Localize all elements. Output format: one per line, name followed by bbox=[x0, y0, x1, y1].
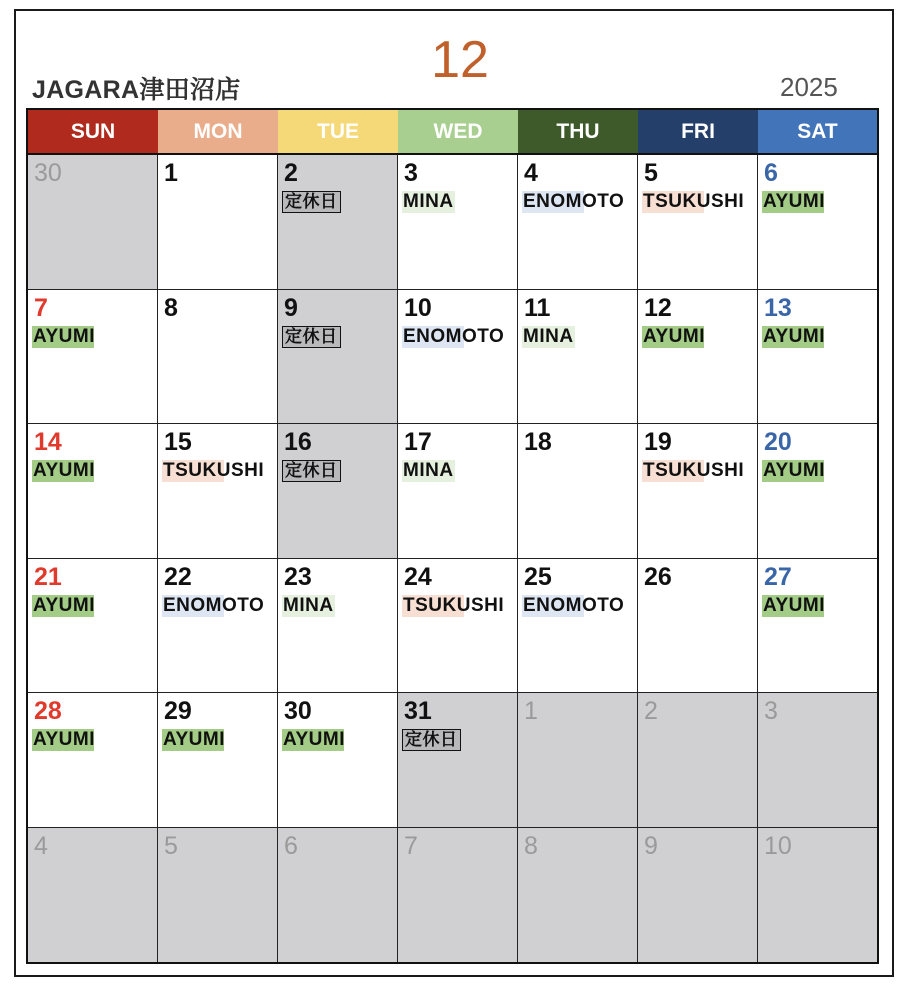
day-cell[interactable] bbox=[398, 424, 518, 559]
day-number: 2 bbox=[284, 159, 298, 187]
month-number: 12 bbox=[431, 31, 489, 89]
day-cell[interactable] bbox=[638, 155, 758, 290]
day-number: 4 bbox=[34, 831, 48, 860]
day-number: 10 bbox=[404, 293, 432, 322]
day-cell[interactable] bbox=[518, 693, 638, 828]
staff-label: AYUMI bbox=[163, 729, 225, 750]
day-number: 9 bbox=[644, 831, 658, 860]
staff-label: AYUMI bbox=[33, 460, 95, 481]
closed-day-label: 定休日 bbox=[402, 729, 461, 751]
staff-label: MINA bbox=[403, 460, 454, 481]
day-cell[interactable] bbox=[518, 828, 638, 963]
day-cell[interactable] bbox=[398, 559, 518, 694]
day-number: 29 bbox=[164, 697, 192, 725]
day-cell[interactable] bbox=[28, 155, 158, 290]
staff-label: TSUKUSHI bbox=[643, 191, 745, 212]
closed-day-label: 定休日 bbox=[282, 460, 341, 482]
day-cell[interactable] bbox=[398, 828, 518, 963]
day-number: 9 bbox=[284, 293, 298, 322]
day-number: 14 bbox=[34, 428, 62, 456]
day-number: 8 bbox=[164, 293, 178, 322]
day-cell[interactable] bbox=[638, 559, 758, 694]
day-cell[interactable] bbox=[158, 290, 278, 425]
staff-label: AYUMI bbox=[763, 191, 825, 212]
day-number: 26 bbox=[644, 562, 672, 591]
day-number: 2 bbox=[644, 697, 658, 725]
staff-label: AYUMI bbox=[33, 594, 95, 616]
day-number: 5 bbox=[644, 159, 658, 187]
staff-label: ENOMOTO bbox=[163, 594, 265, 616]
day-cell[interactable] bbox=[638, 424, 758, 559]
day-number: 22 bbox=[164, 562, 192, 591]
day-cell[interactable] bbox=[518, 290, 638, 425]
closed-day-label: 定休日 bbox=[282, 326, 341, 348]
day-number: 16 bbox=[284, 428, 312, 456]
day-cell[interactable] bbox=[758, 290, 877, 425]
staff-label: MINA bbox=[523, 325, 574, 347]
day-number: 31 bbox=[404, 697, 432, 725]
day-cell[interactable] bbox=[28, 290, 158, 425]
staff-label: TSUKUSHI bbox=[403, 594, 505, 616]
day-cell[interactable] bbox=[278, 559, 398, 694]
calendar-grid bbox=[26, 155, 879, 964]
staff-label: AYUMI bbox=[763, 325, 825, 347]
staff-label: AYUMI bbox=[33, 325, 95, 347]
day-cell[interactable] bbox=[758, 424, 877, 559]
day-cell[interactable] bbox=[158, 155, 278, 290]
day-cell[interactable] bbox=[638, 828, 758, 963]
day-number: 17 bbox=[404, 428, 432, 456]
day-number: 4 bbox=[524, 159, 538, 187]
weekday-sat: SAT bbox=[758, 110, 877, 153]
day-number: 3 bbox=[764, 697, 778, 725]
day-number: 20 bbox=[764, 428, 792, 456]
day-cell[interactable] bbox=[758, 559, 877, 694]
day-number: 13 bbox=[764, 293, 792, 322]
closed-day-label: 定休日 bbox=[282, 191, 341, 213]
day-number: 15 bbox=[164, 428, 192, 456]
day-number: 7 bbox=[34, 293, 48, 322]
day-number: 30 bbox=[284, 697, 312, 725]
weekday-tue: TUE bbox=[278, 110, 398, 153]
day-number: 6 bbox=[764, 159, 778, 187]
day-number: 19 bbox=[644, 428, 672, 456]
day-cell[interactable] bbox=[158, 693, 278, 828]
day-number: 28 bbox=[34, 697, 62, 725]
day-cell[interactable] bbox=[158, 424, 278, 559]
day-cell[interactable] bbox=[278, 693, 398, 828]
day-number: 3 bbox=[404, 159, 418, 187]
day-cell[interactable] bbox=[518, 559, 638, 694]
day-cell[interactable] bbox=[638, 290, 758, 425]
staff-label: ENOMOTO bbox=[523, 191, 625, 212]
day-cell[interactable] bbox=[158, 828, 278, 963]
store-name: JAGARA津田沼店 bbox=[32, 76, 241, 104]
weekday-wed: WED bbox=[398, 110, 518, 153]
day-number: 7 bbox=[404, 831, 418, 860]
staff-label: ENOMOTO bbox=[523, 594, 625, 616]
day-number: 1 bbox=[524, 697, 538, 725]
staff-label: MINA bbox=[283, 594, 334, 616]
staff-label: AYUMI bbox=[763, 594, 825, 616]
staff-label: TSUKUSHI bbox=[643, 460, 745, 481]
day-cell[interactable] bbox=[28, 559, 158, 694]
day-number: 25 bbox=[524, 562, 552, 591]
day-cell[interactable] bbox=[278, 424, 398, 559]
day-number: 21 bbox=[34, 562, 62, 591]
day-number: 1 bbox=[164, 159, 178, 187]
day-cell[interactable] bbox=[758, 693, 877, 828]
day-number: 6 bbox=[284, 831, 298, 860]
weekday-sun: SUN bbox=[28, 110, 158, 153]
day-cell[interactable] bbox=[638, 693, 758, 828]
day-cell[interactable] bbox=[518, 155, 638, 290]
weekday-fri: FRI bbox=[638, 110, 758, 153]
weekday-header bbox=[26, 108, 879, 155]
staff-label: AYUMI bbox=[283, 729, 345, 750]
staff-label: AYUMI bbox=[763, 460, 825, 481]
day-cell[interactable] bbox=[758, 155, 877, 290]
day-cell[interactable] bbox=[398, 290, 518, 425]
day-cell[interactable] bbox=[398, 693, 518, 828]
day-number: 18 bbox=[524, 428, 552, 456]
day-cell[interactable] bbox=[758, 828, 877, 963]
day-cell[interactable] bbox=[28, 693, 158, 828]
staff-label: ENOMOTO bbox=[403, 325, 505, 347]
year-label: 2025 bbox=[780, 72, 838, 102]
weekday-mon: MON bbox=[158, 110, 278, 153]
staff-label: AYUMI bbox=[33, 729, 95, 750]
day-number: 10 bbox=[764, 831, 792, 860]
day-number: 30 bbox=[34, 159, 62, 187]
staff-label: MINA bbox=[403, 191, 454, 212]
day-number: 11 bbox=[524, 293, 551, 322]
day-cell[interactable] bbox=[278, 828, 398, 963]
day-number: 8 bbox=[524, 831, 538, 860]
day-number: 27 bbox=[764, 562, 792, 591]
day-cell[interactable] bbox=[278, 290, 398, 425]
day-cell[interactable] bbox=[28, 828, 158, 963]
day-number: 24 bbox=[404, 562, 432, 591]
weekday-thu: THU bbox=[518, 110, 638, 153]
day-cell[interactable] bbox=[518, 424, 638, 559]
day-cell[interactable] bbox=[278, 155, 398, 290]
day-cell[interactable] bbox=[398, 155, 518, 290]
staff-label: AYUMI bbox=[643, 325, 705, 347]
day-number: 12 bbox=[644, 293, 672, 322]
day-cell[interactable] bbox=[158, 559, 278, 694]
staff-label: TSUKUSHI bbox=[163, 460, 265, 481]
day-number: 23 bbox=[284, 562, 312, 591]
day-cell[interactable] bbox=[28, 424, 158, 559]
day-number: 5 bbox=[164, 831, 178, 860]
